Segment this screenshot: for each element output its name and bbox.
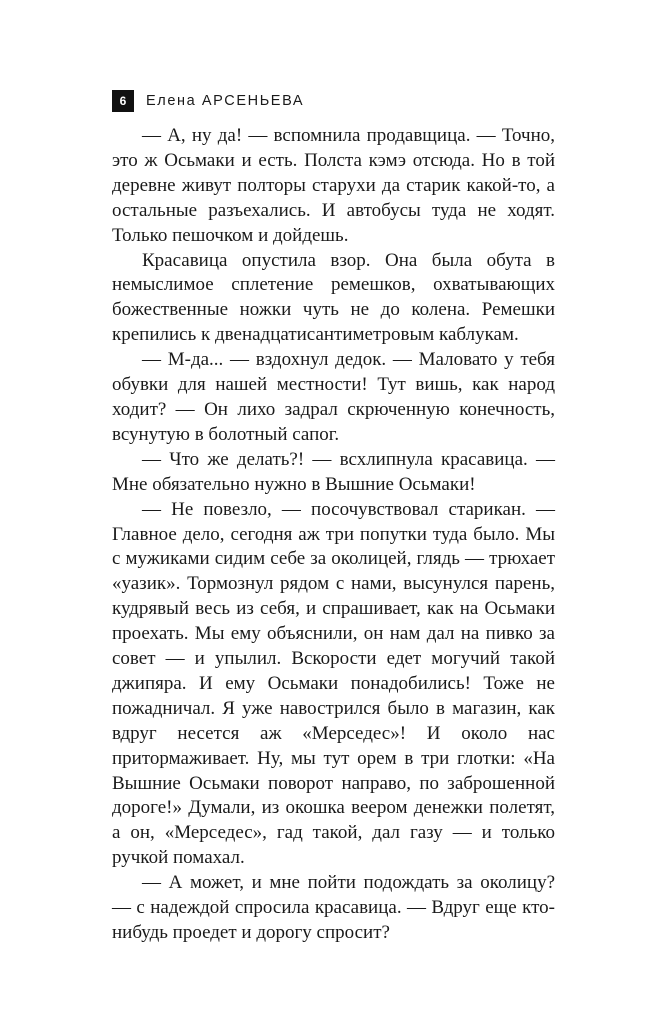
page-number: 6 bbox=[112, 90, 134, 112]
paragraph: Красавица опустила взор. Она была обута в немыслимое сплетение ремешков, охватывающих божественные ножки чуть не до колена. Ремешки крепились к двенадцатисантиметровым каблукам. bbox=[112, 249, 555, 346]
author-name: Елена АРСЕНЬЕВА bbox=[146, 93, 305, 109]
paragraph: — М-да... — вздохнул дедок. — Маловато у тебя обувки для нашей местности! Тут вишь, как народ ходит? — Он лихо задрал скрюченную конечность, всунутую в болотный сапог. bbox=[112, 349, 555, 445]
paragraph: — Что же делать?! — всхлипнула красавица. — Мне обязательно нужно в Вышние Осьмаки! bbox=[112, 448, 555, 495]
paragraph: — А, ну да! — вспомнила продавщица. — Точно, это ж Осьмаки и есть. Полста кэмэ отсюда. Но в той деревне живут полторы старухи да старик какой-то, а остальные разъехались. И автобусы туда не ходят. Только пешочком и дойдешь. bbox=[112, 125, 555, 246]
body-text bbox=[112, 124, 555, 946]
running-head bbox=[112, 90, 304, 112]
paragraph: — А может, и мне пойти подождать за околицу? — с надеждой спросила красавица. — Вдруг еще кто-нибудь проедет и дорогу спросит? bbox=[112, 872, 555, 943]
paragraph: — Не повезло, — посочувствовал старикан. — Главное дело, сегодня аж три попутки туда было. Мы с мужиками сидим себе за околицей, глядь — трюхает «уазик». Тормознул рядом с нами, высунулся парень, кудрявый весь из себя, и спрашивает, как на Осьмаки проехать. Мы ему объяснили, он нам дал на пивко за совет — и упылил. Вскорости едет могучий такой джипяра. И ему Осьмаки понадобились! Тоже не пожадничал. Я уже навострился было в магазин, как вдруг несется аж «Мерседес»! И около нас притормаживает. Ну, мы тут орем в три глотки: «На Вышние Осьмаки поворот направо, по заброшенной дороге!» Думали, из окошка веером денежки полетят, а он, «Мерседес», гад такой, дал газу — и только ручкой помахал. bbox=[112, 498, 555, 869]
